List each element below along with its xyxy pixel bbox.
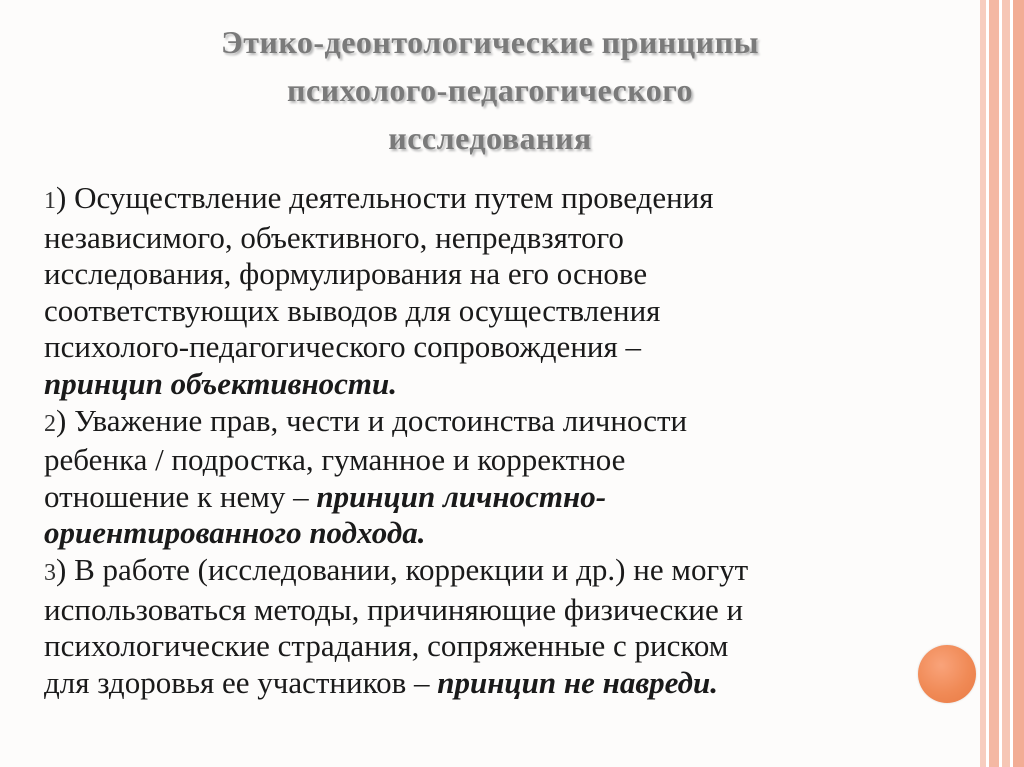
item-1-line: исследования, формулирования на его основе bbox=[44, 256, 648, 292]
item-text: Уважение прав, чести и достоинства личности bbox=[74, 402, 688, 438]
item-2-line: ребенка / подростка, гуманное и корректное bbox=[44, 442, 626, 478]
item-1-line: 1) Осуществление деятельности путем проведения bbox=[44, 180, 714, 215]
stripe bbox=[1013, 0, 1024, 767]
slide-title bbox=[60, 18, 920, 162]
title-line-2: психолого-педагогического bbox=[287, 72, 693, 108]
title-line-3: исследования bbox=[388, 120, 592, 156]
stripe bbox=[989, 0, 999, 767]
item-3-line: 3) В работе (исследовании, коррекции и др.) не могут bbox=[44, 551, 749, 587]
principle-person-oriented-cont: ориентированного подхода. bbox=[44, 515, 426, 551]
decorative-circle bbox=[918, 645, 976, 703]
principle-person-oriented: принцип личностно- bbox=[316, 478, 607, 514]
item-1-line: психолого-педагогического сопровождения – bbox=[44, 329, 642, 365]
item-3-line bbox=[44, 665, 944, 702]
item-3-line: психологические страдания, сопряженные с риском bbox=[44, 628, 729, 664]
stripe bbox=[1002, 0, 1010, 767]
item-1-line: соответствующих выводов для осуществления bbox=[44, 292, 661, 328]
title-line-1: Этико-деонтологические принципы bbox=[221, 24, 759, 60]
item-2-line bbox=[44, 479, 944, 516]
item-1-line: независимого, объективного, непредвзятого bbox=[44, 219, 624, 255]
item-2-line: 2) Уважение прав, чести и достоинства личности bbox=[44, 402, 688, 438]
item-text: В работе (исследовании, коррекции и др.) не могут bbox=[74, 551, 749, 587]
item-number: 2 bbox=[44, 410, 56, 437]
item-number: 3 bbox=[44, 559, 56, 586]
slide-body bbox=[44, 180, 944, 701]
item-number: 1 bbox=[44, 188, 56, 214]
item-text: для здоровья ее участников – bbox=[44, 664, 438, 700]
decorative-stripes bbox=[980, 0, 1024, 767]
item-text: отношение к нему – bbox=[44, 478, 317, 514]
principle-do-no-harm: принцип не навреди. bbox=[437, 664, 719, 700]
item-text: Осуществление деятельности путем проведения bbox=[74, 180, 714, 215]
item-3-line: использоваться методы, причиняющие физические и bbox=[44, 591, 744, 627]
principle-objectivity: принцип объективности. bbox=[44, 365, 398, 401]
